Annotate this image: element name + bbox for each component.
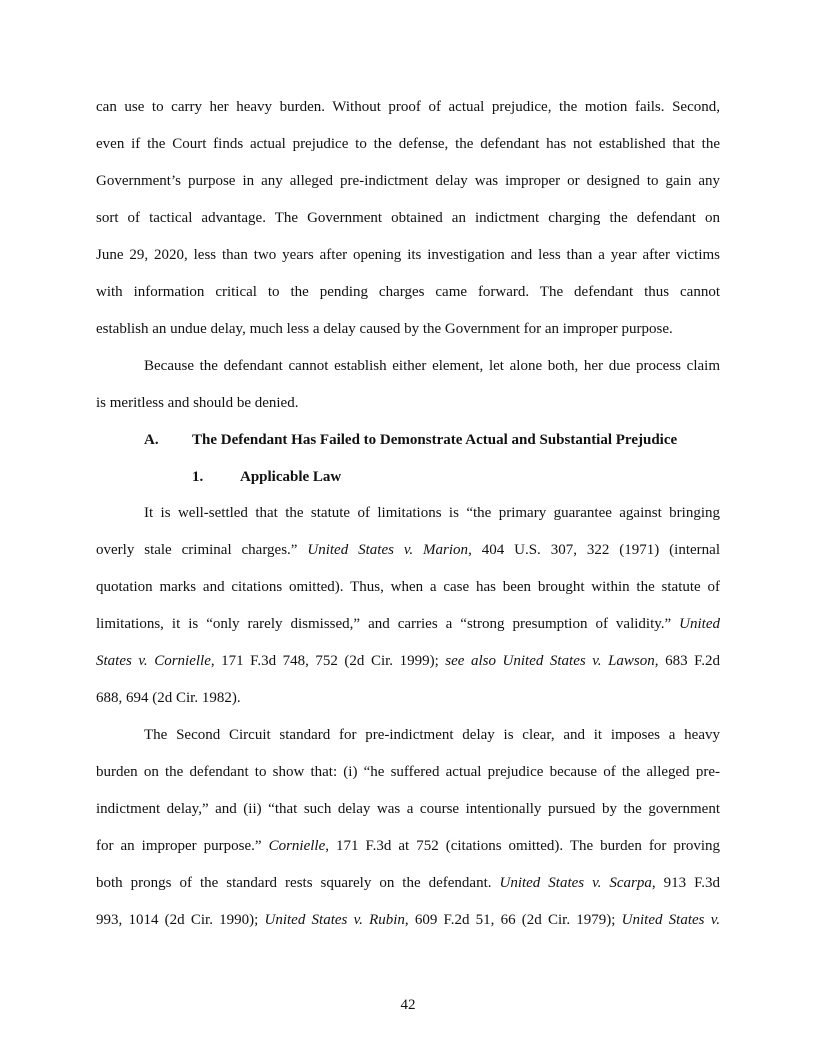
case-citation: United xyxy=(679,616,720,632)
body-text-line xyxy=(96,836,720,856)
case-citation: Cornielle xyxy=(268,838,326,854)
text-run: , 609 F.2d 51, 66 (2d Cir. 1979); xyxy=(404,912,622,928)
body-text-line: 688, 694 (2d Cir. 1982). xyxy=(96,690,241,706)
text-run: , 913 F.3d xyxy=(651,875,720,891)
text-run: both prongs of the standard rests squarely on the defendant. xyxy=(96,875,500,891)
section-heading-label: A. xyxy=(144,432,159,448)
body-text-line: sort of tactical advantage. The Government obtained an indictment charging the defendant on xyxy=(96,210,720,226)
case-citation: States v. Cornielle xyxy=(96,653,211,669)
text-run: , 171 F.3d 748, 752 (2d Cir. 1999); xyxy=(210,653,446,669)
case-citation: United States v. Scarpa xyxy=(499,875,652,891)
subsection-heading: Applicable Law xyxy=(240,469,342,485)
text-run: limitations, it is “only rarely dismissed,” and carries a “strong presumption of validity.” xyxy=(96,616,680,632)
body-text-line: quotation marks and citations omitted). Thus, when a case has been brought within the statute of xyxy=(96,579,720,595)
case-citation: United States v. Rubin xyxy=(264,912,405,928)
body-text-line: can use to carry her heavy burden. Without proof of actual prejudice, the motion fails. Second, xyxy=(96,99,720,115)
case-citation: see also United States v. Lawson xyxy=(445,653,655,669)
body-text-line xyxy=(96,540,720,560)
body-text-line: It is well-settled that the statute of limitations is “the primary guarantee against bringing xyxy=(144,505,720,521)
text-run: for an improper purpose.” xyxy=(96,838,269,854)
body-text-line: The Second Circuit standard for pre-indictment delay is clear, and it imposes a heavy xyxy=(144,727,720,743)
text-run: , 171 F.3d at 752 (citations omitted). The burden for proving xyxy=(325,838,721,854)
body-text-line: is meritless and should be denied. xyxy=(96,395,299,411)
body-text-line xyxy=(96,651,720,671)
body-text-line xyxy=(96,910,720,930)
body-text-line: with information critical to the pending charges came forward. The defendant thus cannot xyxy=(96,284,720,300)
body-text-line: Government’s purpose in any alleged pre-indictment delay was improper or designed to gain any xyxy=(96,173,720,189)
body-text-line: June 29, 2020, less than two years after opening its investigation and less than a year after victims xyxy=(96,247,720,263)
body-text-line: indictment delay,” and (ii) “that such delay was a course intentionally pursued by the government xyxy=(96,801,720,817)
text-run: 993, 1014 (2d Cir. 1990); xyxy=(96,912,265,928)
case-citation: United States v. Marion xyxy=(307,542,469,558)
case-citation: United States v. xyxy=(621,912,721,928)
body-text-line: burden on the defendant to show that: (i) “he suffered actual prejudice because of the alleged pre- xyxy=(96,764,720,780)
text-run: , 404 U.S. 307, 322 (1971) (internal xyxy=(468,542,720,558)
subsection-heading-label: 1. xyxy=(192,469,204,485)
text-run: , 683 F.2d xyxy=(654,653,720,669)
body-text-line: Because the defendant cannot establish either element, let alone both, her due process claim xyxy=(144,358,720,374)
body-text-line: establish an undue delay, much less a delay caused by the Government for an improper purpose. xyxy=(96,321,673,337)
section-heading: The Defendant Has Failed to Demonstrate Actual and Substantial Prejudice xyxy=(192,432,678,448)
page-number: 42 xyxy=(400,997,416,1013)
body-text-line xyxy=(96,614,720,634)
body-text-line: even if the Court finds actual prejudice to the defense, the defendant has not established that the xyxy=(96,136,720,152)
body-text-line xyxy=(96,873,720,893)
text-run: overly stale criminal charges.” xyxy=(96,542,308,558)
